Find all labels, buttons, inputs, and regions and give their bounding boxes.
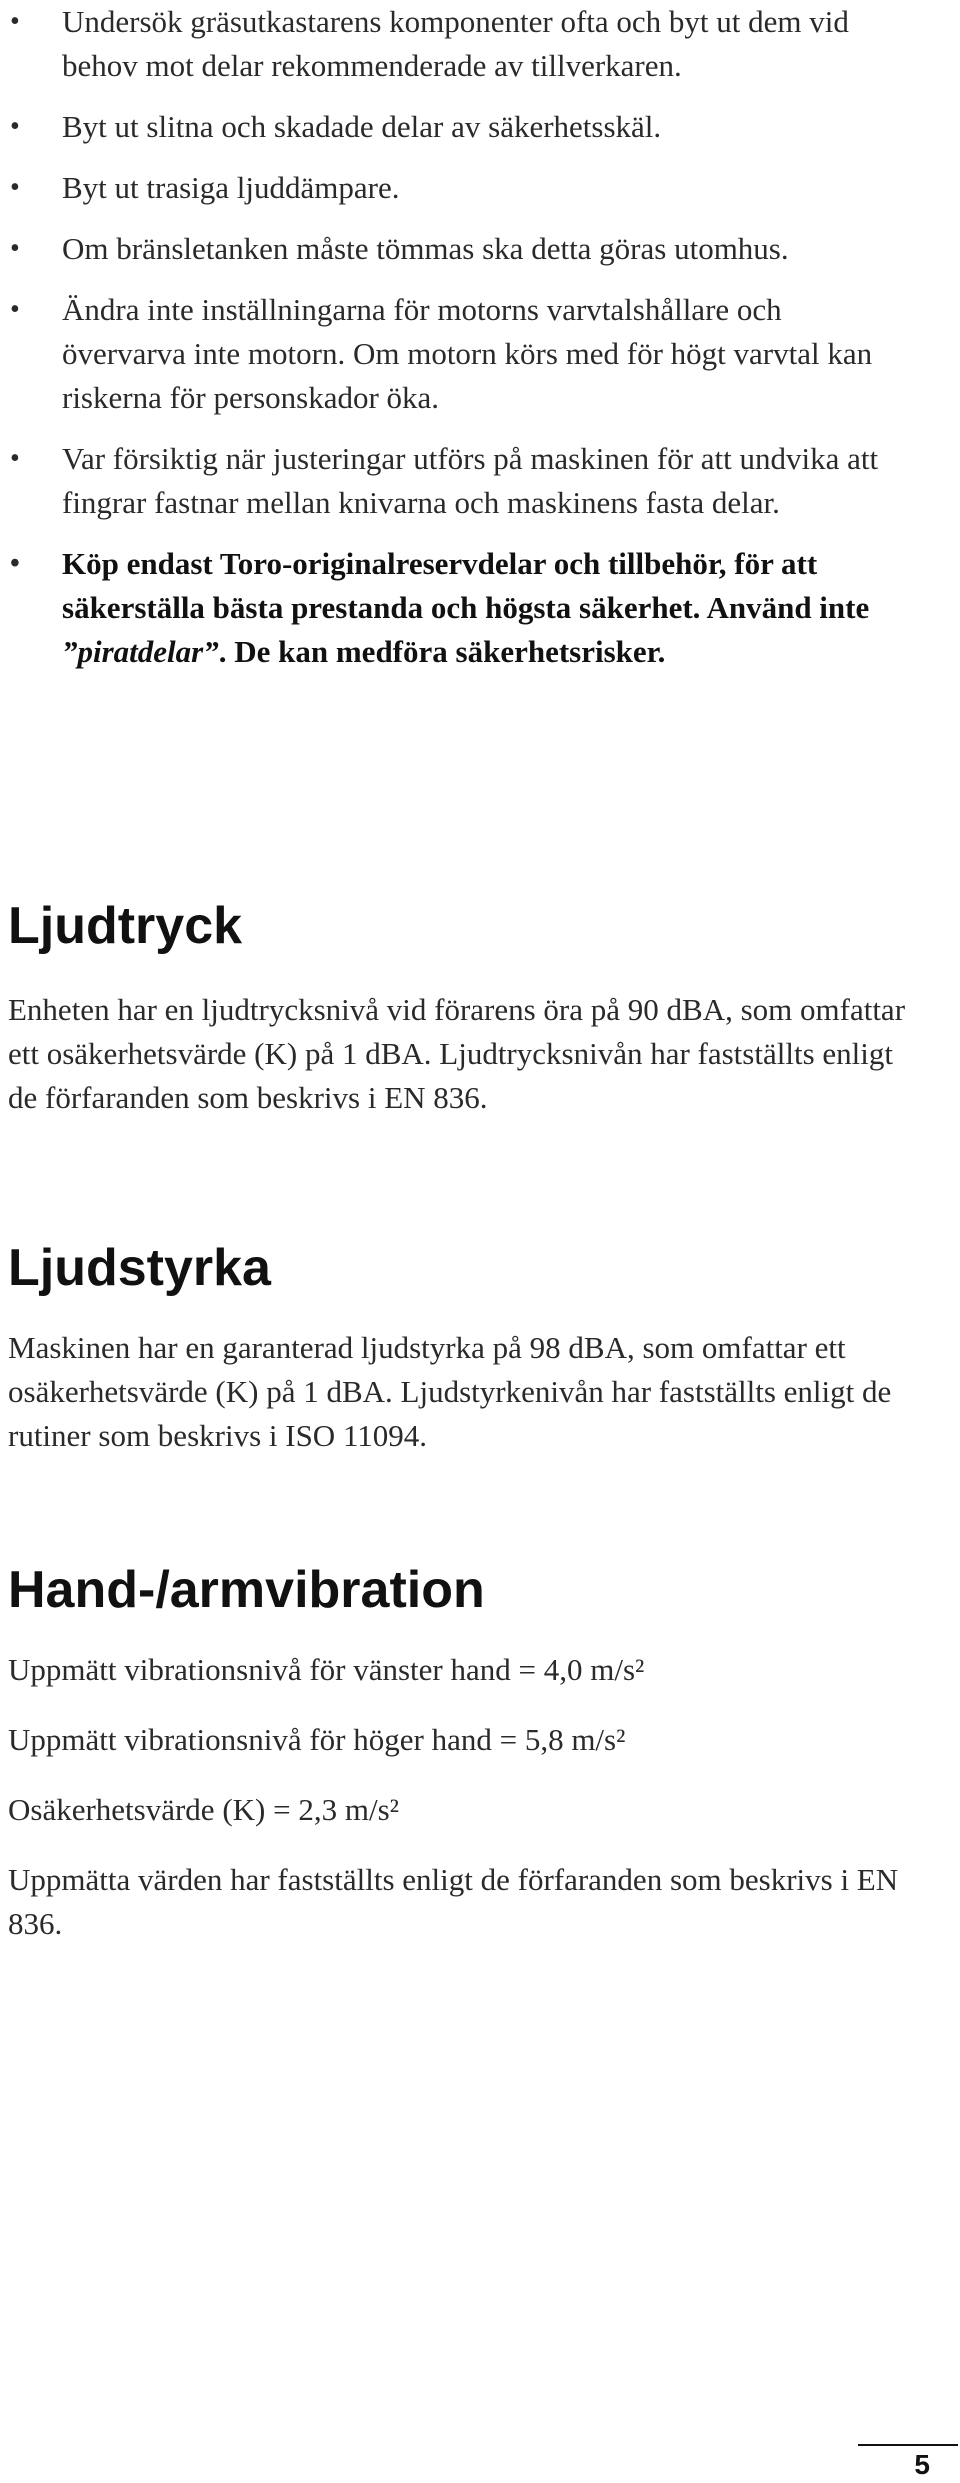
bullet-item: • Om bränsletanken måste tömmas ska detta göras utomhus. <box>10 227 890 271</box>
section-title-ljudstyrka: Ljudstyrka <box>8 1239 271 1297</box>
ljudstyrka-paragraph: Maskinen har en garanterad ljudstyrka på 98 dBA, som omfattar ett osäkerhetsvärde (K) på 1 dBA. Ljudstyrkenivån har fastställts enligt de rutiner som beskrivs i ISO 11094. <box>8 1330 892 1453</box>
bullet-item: • Byt ut trasiga ljuddämpare. <box>10 166 890 210</box>
bullet-item: • Var försiktig när justeringar utförs på maskinen för att undvika att fingrar fastnar mellan knivarna och maskinens fasta delar. <box>10 437 890 525</box>
bullet-item: • Ändra inte inställningarna för motorns varvtalshållare och övervarva inte motorn. Om motorn körs med för högt varvtal kan riskerna för personskador öka. <box>10 288 890 420</box>
pirate-parts-emphasis: ”piratdelar” <box>62 634 219 669</box>
vibration-right-hand: Uppmätt vibrationsnivå för höger hand = 5,8 m/s² <box>8 1722 626 1757</box>
bullet-text: Köp endast Toro-originalreservdelar och tillbehör, för att säkerställa bästa prestanda och högsta säkerhet. Använd inte <box>62 546 870 625</box>
bullet-item-genuine-parts <box>10 542 890 674</box>
section-title-vibration: Hand-/armvibration <box>8 1561 485 1619</box>
vibration-method-note: Uppmätta värden har fastställts enligt de förfaranden som beskrivs i EN 836. <box>8 1862 899 1941</box>
page-number: 5 <box>914 2449 930 2480</box>
safety-bullet-list <box>10 0 890 691</box>
vibration-uncertainty: Osäkerhetsvärde (K) = 2,3 m/s² <box>8 1792 399 1827</box>
vibration-left-hand: Uppmätt vibrationsnivå för vänster hand = 4,0 m/s² <box>8 1652 645 1687</box>
bullet-item: • Byt ut slitna och skadade delar av säkerhetsskäl. <box>10 105 890 149</box>
footer-rule <box>858 2444 958 2446</box>
bullet-item: • Undersök gräsutkastarens komponenter ofta och byt ut dem vid behov mot delar rekommenderade av tillverkaren. <box>10 0 890 88</box>
section-title-ljudtryck: Ljudtryck <box>8 897 243 955</box>
bullet-text: . De kan medföra säkerhetsrisker. <box>218 634 666 669</box>
ljudtryck-paragraph: Enheten har en ljudtrycksnivå vid förarens öra på 90 dBA, som omfattar ett osäkerhetsvärde (K) på 1 dBA. Ljudtrycksnivån har fastställts enligt de förfaranden som beskrivs i EN 836. <box>8 992 906 1115</box>
